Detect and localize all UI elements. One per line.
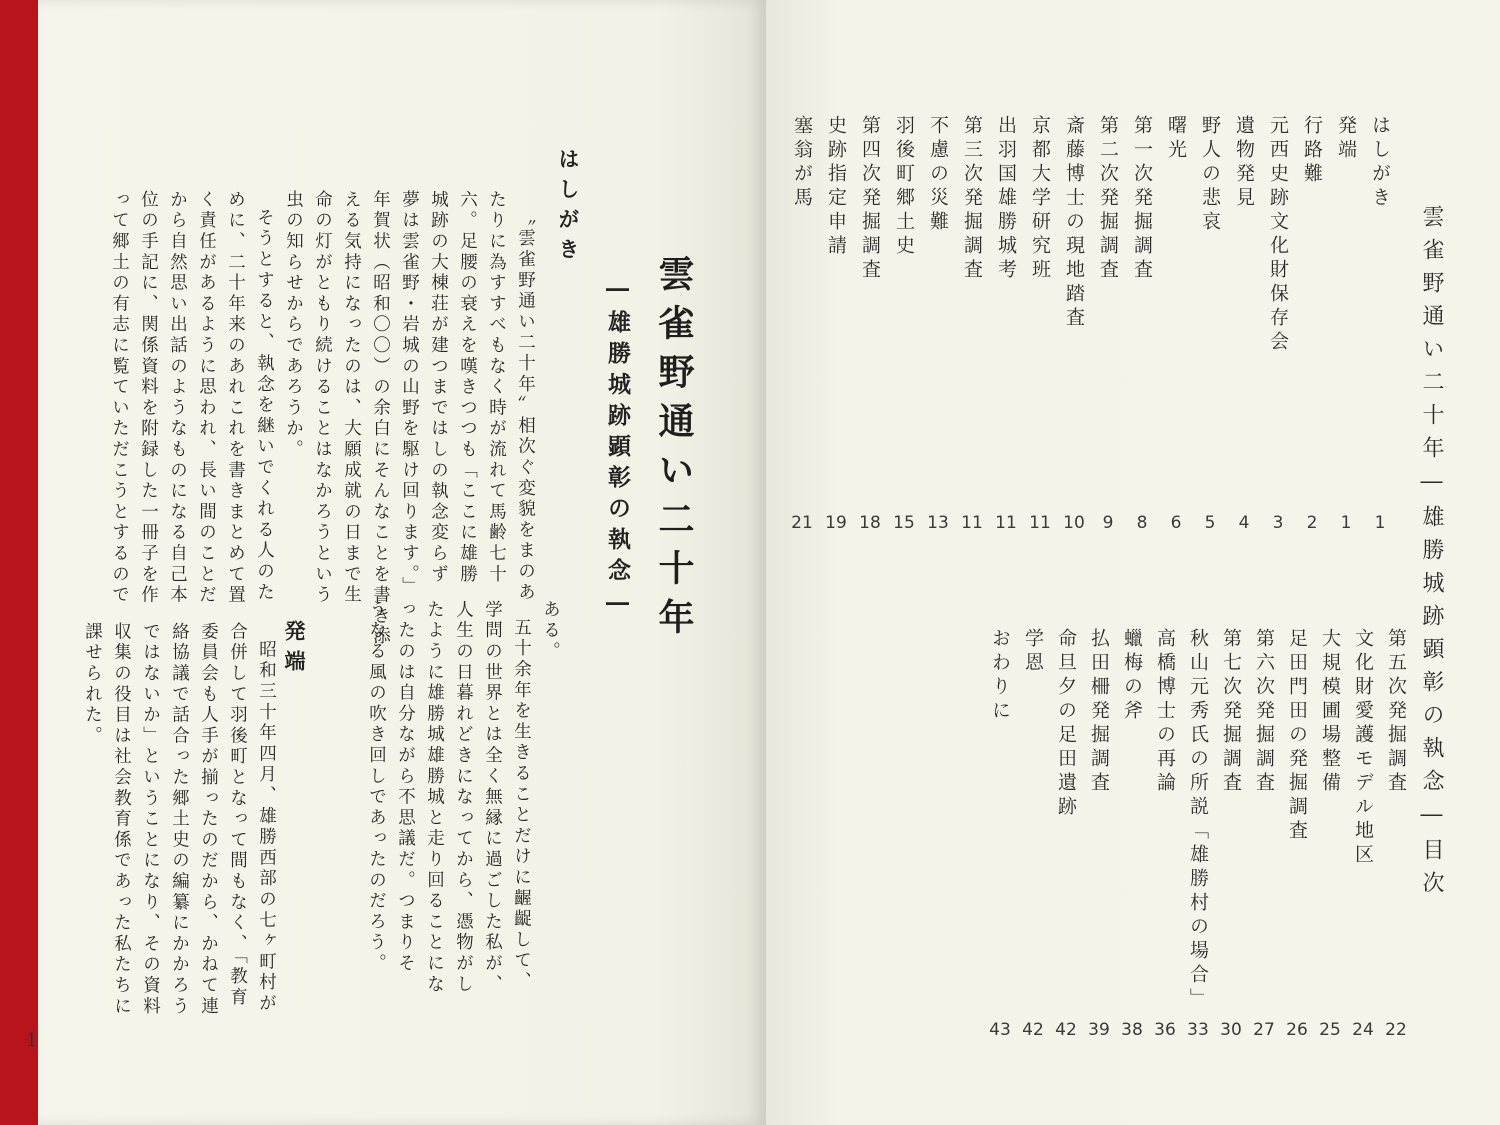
- left-page: [26, 0, 766, 1125]
- toc-entry-page: 1: [1374, 513, 1386, 533]
- body-text-line: 学問の世界とは全く無縁に過ごした私が、: [482, 600, 503, 996]
- toc-entry-label[interactable]: 発端: [1335, 115, 1357, 163]
- toc-entry-page: 22: [1385, 1020, 1407, 1040]
- toc-entry-label[interactable]: 大規模圃場整備: [1319, 628, 1341, 796]
- toc-entry-page: 6: [1170, 513, 1182, 533]
- body-text-line: 絡協議で話合った郷土史の編纂にかかろう: [169, 622, 190, 1018]
- toc-entry-label[interactable]: 蠟梅の斧: [1121, 628, 1143, 724]
- toc-entry-page: 30: [1220, 1020, 1242, 1040]
- toc-entry-label[interactable]: 高橋博士の再論: [1154, 628, 1176, 796]
- toc-entry-page: 15: [893, 513, 915, 533]
- body-text-line: 年賀状（昭和〇〇）の余白にそんなことを書き添: [370, 190, 391, 648]
- toc-entry-label[interactable]: 第三次発掘調査: [961, 115, 983, 283]
- toc-entry-page: 43: [989, 1020, 1011, 1040]
- toc-entry-page: 9: [1102, 513, 1114, 533]
- hashigaki-heading: はしがき: [556, 148, 581, 268]
- body-text-line: めに、二十年来のあれこれを書きまとめて置: [225, 190, 246, 606]
- toc-entry-label[interactable]: 遺物発見: [1233, 115, 1255, 211]
- toc-entry-page: 10: [1063, 513, 1085, 533]
- body-text-line: 虫の知らせからであろうか。: [283, 190, 304, 461]
- toc-entry-page: 36: [1154, 1020, 1176, 1040]
- body-text-line: 六。足腰の衰えを嘆きつつも「ここに雄勝: [457, 190, 478, 586]
- toc-entry-page: 11: [1029, 513, 1051, 533]
- body-text-line: ある。: [540, 600, 561, 663]
- body-text-line: 城跡の大棟荘が建つまではしの執念変らず: [428, 190, 449, 586]
- toc-entry-page: 42: [1055, 1020, 1077, 1040]
- toc-entry-label[interactable]: 行路難: [1301, 115, 1323, 187]
- toc-entry-page: 39: [1088, 1020, 1110, 1040]
- toc-entry-label[interactable]: 斎藤博士の現地踏査: [1063, 115, 1085, 331]
- toc-entry-label[interactable]: 学恩: [1022, 628, 1044, 676]
- body-text-line: く責任があるように思われ、長い間のことだ: [196, 190, 217, 606]
- toc-entry-page: 13: [927, 513, 949, 533]
- toc-entry-page: 1: [1340, 513, 1352, 533]
- toc-entry-page: 2: [1306, 513, 1318, 533]
- body-text-line: ったのは自分ながら不思議だ。つまりそ: [395, 600, 416, 975]
- toc-entry-label[interactable]: 野人の悲哀: [1199, 115, 1221, 235]
- body-text-line: 夢は雲雀野・岩城の山野を駆け回ります。」: [399, 190, 420, 598]
- toc-entry-page: 18: [859, 513, 881, 533]
- toc-entry-label[interactable]: 第七次発掘調査: [1220, 628, 1242, 796]
- toc-entry-page: 42: [1022, 1020, 1044, 1040]
- toc-entry-page: 25: [1319, 1020, 1341, 1040]
- toc-entry-page: 33: [1187, 1020, 1209, 1040]
- body-text-line: 〝雲雀野通い二十年〟相次ぐ変貌をまのあ: [515, 208, 536, 604]
- toc-entry-label[interactable]: はしがき: [1369, 115, 1391, 211]
- toc-entry-label[interactable]: 第五次発掘調査: [1385, 628, 1407, 796]
- toc-entry-label[interactable]: 第一次発掘調査: [1131, 115, 1153, 283]
- toc-entry-page: 19: [825, 513, 847, 533]
- toc-entry-page: 26: [1286, 1020, 1308, 1040]
- toc-entry-label[interactable]: 文化財愛護モデル地区: [1352, 628, 1374, 868]
- toc-entry-page: 24: [1352, 1020, 1374, 1040]
- body-text-line: って郷土の有志に覧ていただこうとするので: [109, 190, 130, 606]
- toc-entry-label[interactable]: 払田柵発掘調査: [1088, 628, 1110, 796]
- toc-title: 雲雀野通い二十年―雄勝城跡顕彰の執念―目次: [1419, 205, 1444, 904]
- toc-entry-label[interactable]: 不慮の災難: [927, 115, 949, 235]
- toc-entry-label[interactable]: 第四次発掘調査: [859, 115, 881, 283]
- toc-entry-page: 21: [791, 513, 813, 533]
- body-text-line: 合併して羽後町となって間もなく、「教育: [227, 622, 248, 1009]
- toc-entry-page: 38: [1121, 1020, 1143, 1040]
- body-text-line: 課せられた。: [82, 622, 103, 747]
- body-text-line: 五十余年を生きることだけに齷齪して、: [511, 618, 532, 993]
- toc-entry-label[interactable]: 足田門田の発掘調査: [1286, 628, 1308, 844]
- body-text-line: 委員会も人手が揃ったのだから、かねて連: [198, 622, 219, 1018]
- toc-entry-page: 3: [1272, 513, 1284, 533]
- hottan-heading: 発端: [282, 620, 307, 680]
- body-text-line: たように雄勝城雄勝城と走り回ることにな: [424, 600, 445, 996]
- main-title: 雲雀野通い二十年: [653, 255, 695, 647]
- toc-entry-label[interactable]: 第二次発掘調査: [1097, 115, 1119, 283]
- toc-entry-page: 4: [1238, 513, 1250, 533]
- body-text-line: たりに為すすべもなく時が流れて馬齢七十: [486, 190, 507, 586]
- toc-entry-label[interactable]: 出羽国雄勝城考: [995, 115, 1017, 283]
- page-number: 1: [26, 1030, 38, 1051]
- book-cover-edge: [0, 0, 38, 1125]
- toc-entry-label[interactable]: 塞翁が馬: [791, 115, 813, 211]
- toc-entry-label[interactable]: 羽後町郷土史: [893, 115, 915, 259]
- body-text-line: 昭和三十年四月、雄勝西部の七ヶ町村が: [256, 640, 277, 1015]
- toc-entry-label[interactable]: 曙光: [1165, 115, 1187, 163]
- toc-entry-page: 11: [961, 513, 983, 533]
- toc-entry-label[interactable]: おわりに: [989, 628, 1011, 724]
- toc-entry-label[interactable]: 元西史跡文化財保存会: [1267, 115, 1289, 355]
- toc-entry-label[interactable]: 京都大学研究班: [1029, 115, 1051, 283]
- body-text-line: 命の灯がともり続けることはなかろうという: [312, 190, 333, 606]
- toc-entry-page: 27: [1253, 1020, 1275, 1040]
- toc-entry-page: 8: [1136, 513, 1148, 533]
- toc-entry-label[interactable]: 史跡指定申請: [825, 115, 847, 259]
- body-text-line: える気持になったのは、大願成就の日まで生: [341, 190, 362, 606]
- body-text-line: 人生の日暮れどきになってから、憑物がし: [453, 600, 474, 996]
- body-text-line: 位の手記に、関係資料を附録した一冊子を作: [138, 190, 159, 606]
- toc-entry-label[interactable]: 秋山元秀氏の所説「雄勝村の場合」: [1187, 628, 1209, 1012]
- subtitle: ―雄勝城跡顕彰の執念―: [604, 275, 631, 624]
- body-text-line: から自然思い出話のようなものになる自己本: [167, 190, 188, 606]
- toc-entry-label[interactable]: 命旦夕の足田遺跡: [1055, 628, 1077, 820]
- right-page: [766, 0, 1500, 1125]
- toc-entry-page: 5: [1204, 513, 1216, 533]
- body-text-line: 収集の役目は社会教育係であった私たちに: [111, 622, 132, 1018]
- body-text-line: ではないか」ということになり、その資料: [140, 622, 161, 1018]
- toc-entry-page: 11: [995, 513, 1017, 533]
- body-text-line: そうとすると、執念を継いでくれる人のた: [254, 208, 275, 604]
- toc-entry-label[interactable]: 第六次発掘調査: [1253, 628, 1275, 796]
- body-text-line: うなる風の吹き回しであったのだろう。: [366, 600, 387, 975]
